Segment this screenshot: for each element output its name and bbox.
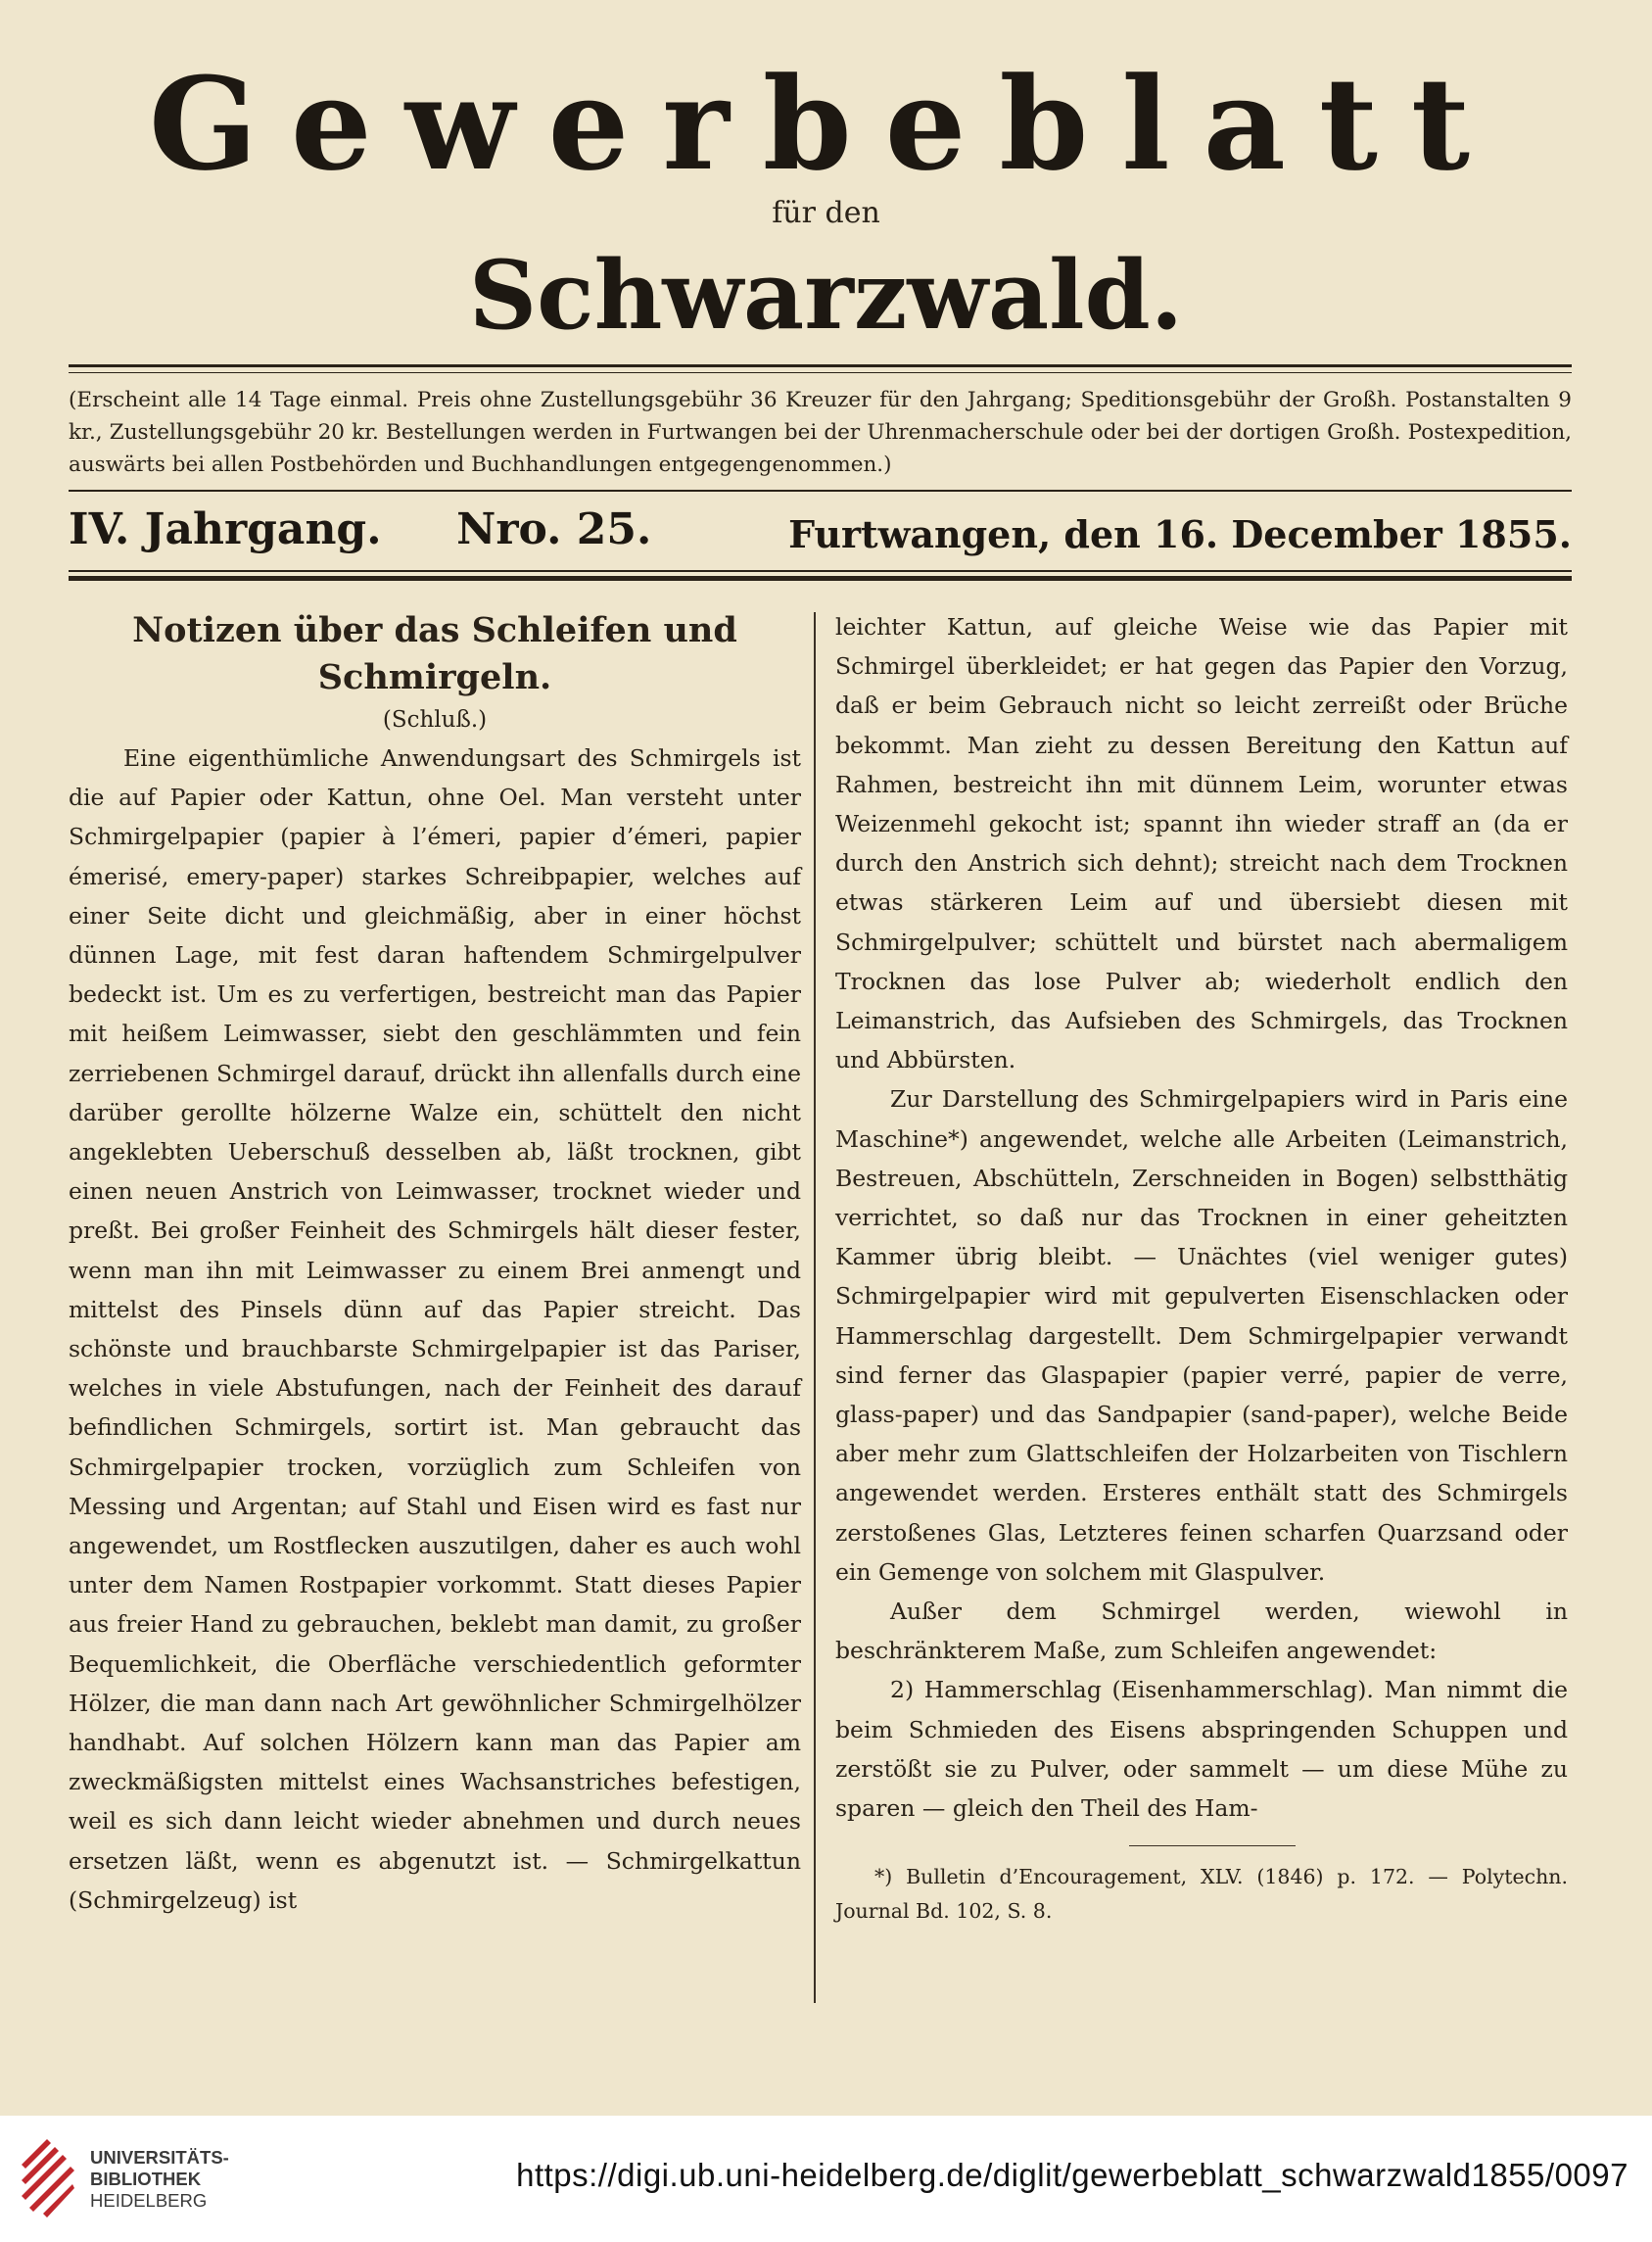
- institution-line: UNIVERSITÄTS-: [90, 2147, 229, 2168]
- column-divider: [814, 612, 816, 2003]
- institution-line: BIBLIOTHEK: [90, 2169, 202, 2189]
- notice-rule: [69, 490, 1572, 492]
- article-paragraph: 2) Hammerschlag (Eisenhammerschlag). Man nimmt die beim Schmieden des Eisens abspringenden Schuppen und zerstößt sie zu Pulver, oder sammelt — um diese Mühe zu sparen — gleich den Theil des Ham-: [835, 1676, 1568, 1823]
- column-right: [835, 607, 1568, 1929]
- article-paragraph: Eine eigenthümliche Anwendungsart des Schmirgels ist die auf Papier oder Kattun, ohne Oel. Man versteht unter Schmirgelpapier (papier à l’émeri, papier d’émeri, papier émerisé, emery-paper) starkes Schreibpapier, welches auf einer Seite dicht und gleichmäßig, aber in einer höchst dünnen Lage, mit fest daran haftendem Schmirgelpulver bedeckt ist. Um es zu verfertigen, bestreicht man das Papier mit heißem Leimwasser, siebt den geschlämmten und fein zerriebenen Schmirgel darauf, drückt ihn allenfalls durch eine darüber gerollte hölzerne Walze ein, schüttelt den nicht angeklebten Ueberschuß desselben ab, läßt trocknen, gibt einen neuen Anstrich von Leimwasser, trocknet wieder und preßt. Bei großer Feinheit des Schmirgels hält dieser fester, wenn man ihn mit Leimwasser zu einem Brei anmengt und mittelst des Pinsels dünn auf das Papier streicht. Das schönste und brauchbarste Schmirgelpapier ist das Pariser, welches in viele Abstufungen, nach der Feinheit des darauf befindlichen Schmirgels, sortirt ist. Man gebraucht das Schmirgelpapier trocken, vorzüglich zum Schleifen von Messing und Argentan; auf Stahl und Eisen wird es fast nur angewendet, um Rostflecken auszutilgen, daher es auch wohl unter dem Namen Rostpapier vorkommt. Statt dieses Papier aus freier Hand zu gebrauchen, beklebt man damit, zu großer Bequemlichkeit, die Oberfläche verschiedentlich geformter Hölzer, die man dann nach Art gewöhnlicher Schmirgelhölzer handhabt. Auf solchen Hölzern kann man das Papier am zweckmäßigsten mittelst eines Wachsanstriches befestigen, weil es sich dann leicht wieder abnehmen und durch neues ersetzen läßt, wenn es abgenutzt ist. — Schmirgelkattun (Schmirgelzeug) ist: [69, 744, 801, 1914]
- masthead-title: Gewerbeblatt: [148, 49, 1504, 199]
- institution-name[interactable]: [90, 2147, 229, 2212]
- column-left: [69, 607, 801, 1920]
- article-title: Notizen über das Schleifen und Schmirgeln.: [132, 610, 737, 697]
- article-subtitle: (Schluß.): [382, 707, 488, 733]
- footnote-rule: [1129, 1845, 1296, 1846]
- viewer-footer: [0, 2116, 1652, 2242]
- subscription-notice: (Erscheint alle 14 Tage einmal. Preis ohne Zustellungsgebühr 36 Kreuzer für den Jahrgang; Speditionsgebühr der Großh. Postanstalten 9 kr., Zustellungsgebühr 20 kr. Bestellungen werden in Furtwangen bei der Uhrenmacherschule oder bei der dortigen Großh. Postexpedition, auswärts bei allen Postbehörden und Buchhandlungen entgegengenommen.): [69, 388, 1572, 477]
- issue-line: [69, 504, 1572, 563]
- masthead-rule-thick: [69, 364, 1572, 367]
- place-date: Furtwangen, den 16. December 1855.: [788, 512, 1572, 556]
- permalink-url[interactable]: https://digi.ub.uni-heidelberg.de/diglit/gewerbeblatt_schwarzwald1855/0097: [516, 2157, 1628, 2193]
- masthead-region: Schwarzwald.: [468, 240, 1184, 351]
- article-paragraph: Außer dem Schmirgel werden, wiewohl in beschränkterem Maße, zum Schleifen angewendet:: [835, 1598, 1568, 1665]
- masthead-rule-thin: [69, 372, 1572, 373]
- masthead-subtitle: für den: [772, 196, 880, 230]
- article-paragraph: Zur Darstellung des Schmirgelpapiers wird in Paris eine Maschine*) angewendet, welche alle Arbeiten (Leimanstrich, Bestreuen, Abschütteln, Zerschneiden in Bogen) selbstthätig verrichtet, so daß nur das Trocknen in einer geheitzten Kammer übrig bleibt. — Unächtes (viel weniger gutes) Schmirgelpapier wird mit gepulverten Eisenschlacken oder Hammerschlag dargestellt. Dem Schmirgelpapier verwandt sind ferner das Glaspapier (papier verré, papier de verre, glass-paper) und das Sandpapier (sand-paper), welche Beide aber mehr zum Glattschleifen der Holzarbeiten von Tischlern angewendet werden. Ersteres enthält statt des Schmirgels zerstoßenes Glas, Letzteres feinen scharfen Quarzsand oder ein Gemenge von solchem mit Glaspulver.: [835, 1085, 1568, 1586]
- institution-line: HEIDELBERG: [90, 2190, 208, 2211]
- volume-and-number: [69, 504, 651, 554]
- issue-rule-thick: [69, 576, 1572, 581]
- issue-number: Nro. 25.: [456, 504, 652, 554]
- article-paragraph: leichter Kattun, auf gleiche Weise wie das Papier mit Schmirgel überkleidet; er hat gegen das Papier den Vorzug, daß er beim Gebrauch nicht so leicht zerreißt oder Brüche bekommt. Man zieht zu dessen Bereitung den Kattun auf Rahmen, bestreicht ihn mit dünnem Leim, worunter etwas Weizenmehl gekocht ist; spannt ihn wieder straff an (da er durch den Anstrich sich dehnt); streicht nach dem Trocknen etwas stärkeren Leim auf und übersiebt diesen mit Schmirgelpulver; schüttelt und bürstet nach abermaligem Trocknen das lose Pulver ab; wiederholt endlich den Leimanstrich, das Aufsieben des Schmirgels, das Trocknen und Abbürsten.: [835, 613, 1568, 1074]
- footnote: *) Bulletin d’Encouragement, XLV. (1846) p. 172. — Polytechn. Journal Bd. 102, S. 8.: [835, 1865, 1568, 1924]
- library-logo-icon[interactable]: [18, 2135, 76, 2221]
- volume-label: IV. Jahrgang.: [69, 504, 382, 554]
- issue-rule-thin: [69, 570, 1572, 572]
